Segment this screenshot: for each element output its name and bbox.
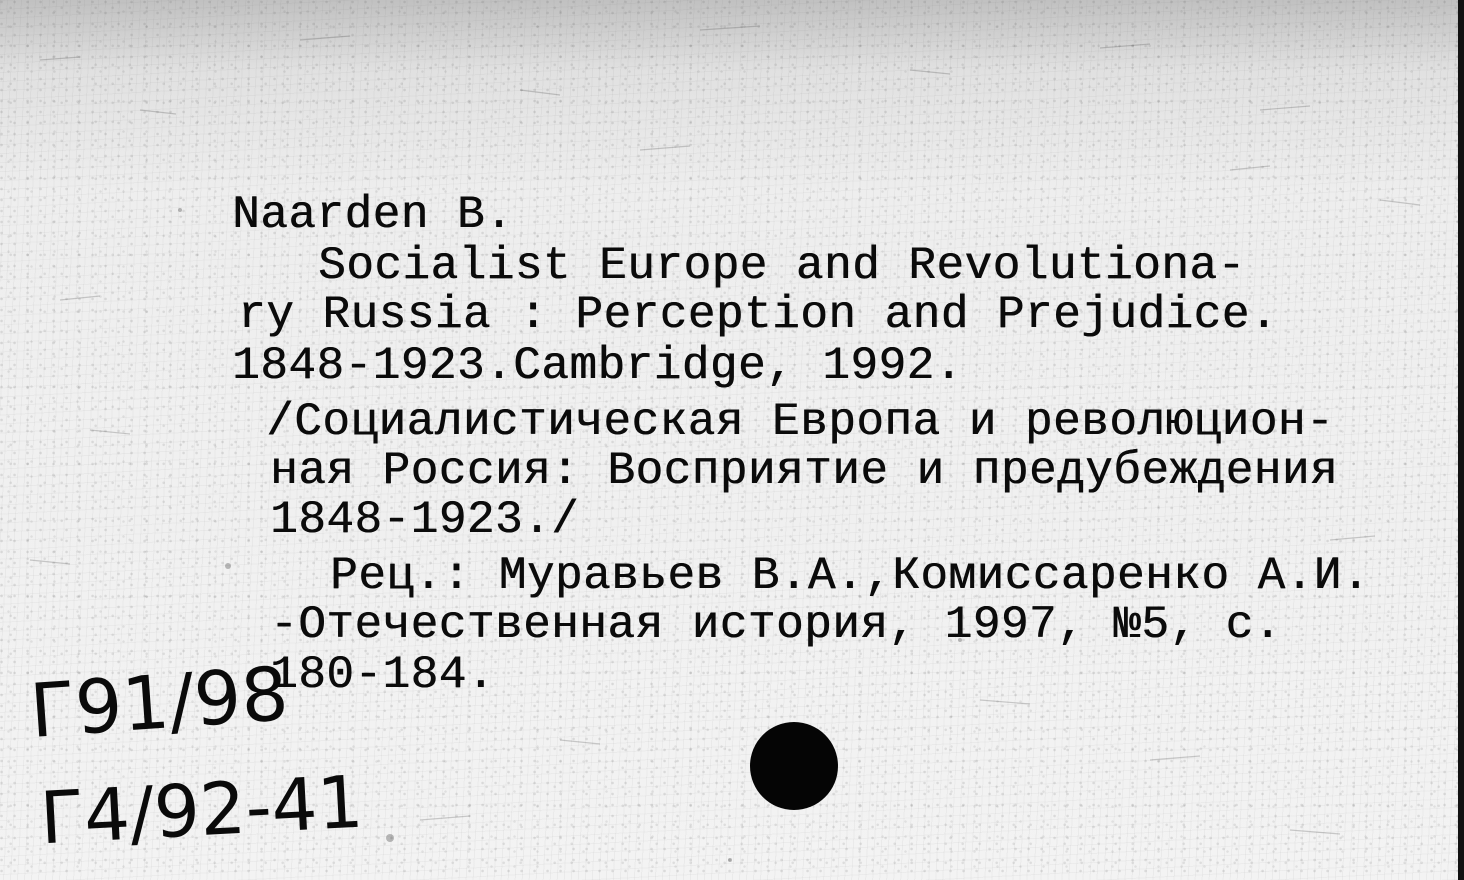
punch-hole [750, 722, 838, 810]
translation-line-1: /Социалистическая Европа и революцион- [266, 396, 1334, 448]
author-line: Naarden B. [232, 189, 514, 241]
imprint-line: 1848-1923.Cambridge, 1992. [232, 340, 963, 392]
translation-line-3: 1848-1923./ [270, 494, 580, 546]
card-edge [1458, 0, 1464, 880]
translation-line-2: ная Россия: Восприятие и предубеждения [270, 445, 1338, 497]
review-line-1: Рец.: Муравьев В.А.,Комиссаренко А.И. [330, 550, 1370, 602]
card-top-shadow [0, 0, 1464, 70]
handwritten-shelfmark-1: Г91/98 [27, 651, 292, 755]
handwritten-shelfmark-2: Г4/92-41 [38, 759, 366, 861]
review-line-3: 180-184. [270, 649, 495, 701]
title-line-1: Socialist Europe and Revolutiona- [318, 240, 1246, 292]
review-line-2: -Отечественная история, 1997, №5, с. [270, 599, 1282, 651]
title-line-2: ry Russia : Perception and Prejudice. [238, 289, 1278, 341]
